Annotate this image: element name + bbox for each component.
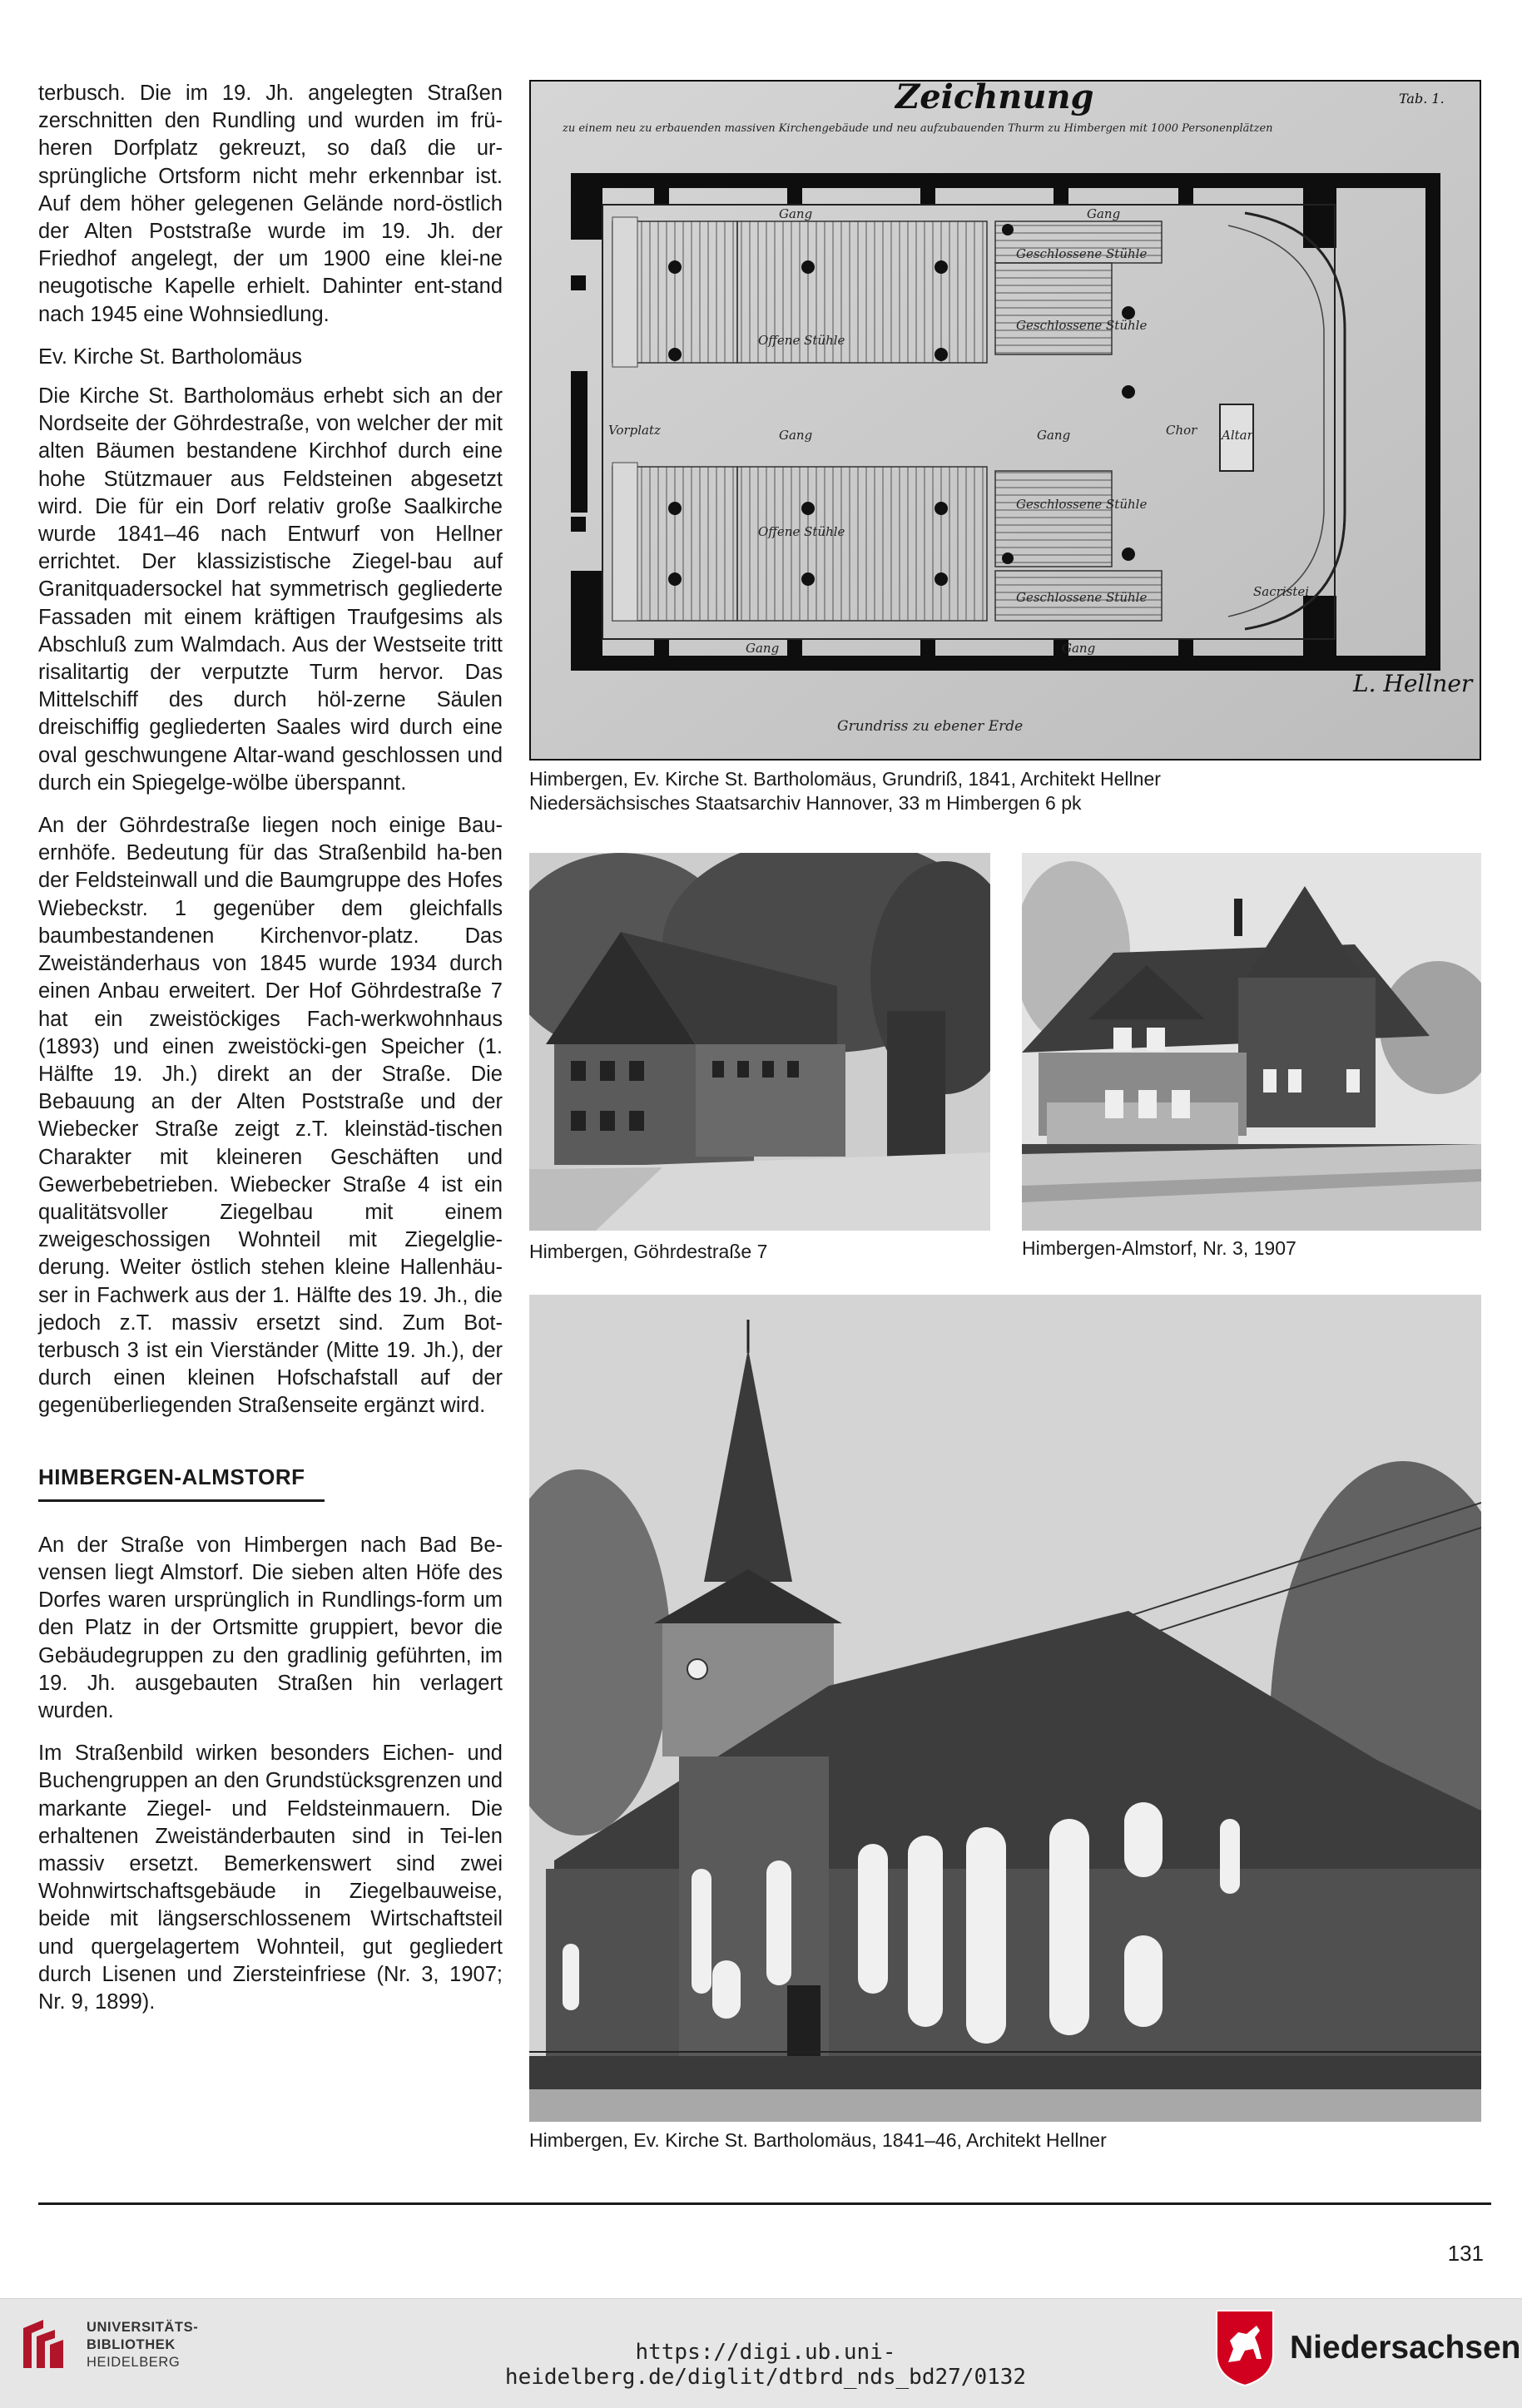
architect-signature: L. Hellner	[1353, 670, 1473, 697]
divider	[38, 2202, 1491, 2205]
floorplan-figure	[529, 80, 1481, 761]
paragraph: An der Göhrdestraße liegen noch einige Bau-ernhöfe. Bedeutung für das Straßenbild ha-ben der Feldsteinwall und die Baumgruppe des Hofes Wiebeckstr. 1 gegenüber dem gleichfalls baumbestandenen Kirchenvor-platz. Das Zweiständerhaus von 1845 wurde 1934 durch einen Anbau erweitert. Der Hof Göhrdestraße 7 hat ein zweistöckiges Fach-werkwohnhaus (1893) und einen zweistöcki-gen Speicher (1. Hälfte 19. Jh.) direkt an der Straße. Die Bebauung an der Alten Poststraße und der Wiebecker Straße zeigt z.T. kleinstäd-tischen Charakter mit kleineren Geschäften und Gewerbebetrieben. Wiebecker Straße 4 ist ein qualitätsvoller Ziegelbau mit einem zweigeschossigen Wohnteil mit Ziegelglie-derung. Weiter östlich stehen kleine Hallenhäu-ser in Fachwerk aus der 1. Hälfte des 19. Jh., die jedoch z.T. massiv ersetzt sind. Zum Bot-terbusch 3 ist ein Vierständer (Mitte 19. Jh.), der durch einen kleinen Hofschafstall auf der gegenüberliegenden Straßenseite ergänzt wird.	[38, 814, 503, 1418]
photo-almstorf	[1022, 853, 1481, 1231]
label-gang: Gang	[1037, 428, 1071, 443]
bottom-label: Grundriss zu ebener Erde	[837, 718, 1024, 735]
caption-line: Niedersächsisches Staatsarchiv Hannover, 33 m Himbergen 6 pk	[529, 792, 1082, 814]
label-chor: Chor	[1166, 423, 1197, 438]
almstorf-caption: Himbergen-Almstorf, Nr. 3, 1907	[1022, 1237, 1296, 1259]
university-library-logo-icon[interactable]	[18, 2316, 67, 2375]
drawing-subtitle: zu einem neu zu erbauenden massiven Kirchengebäude und neu aufzubauenden Thurm zu Himbergen mit 1000 Personenplätzen	[563, 122, 1273, 135]
paragraph: Die Kirche St. Bartholomäus erhebt sich an der Nordseite der Göhrdestraße, von welcher der mit alten Bäumen bestandene Kirchhof durch eine hohe Stützmauer aus Feldsteinen abgesetzt wird. Die für ein Dorf relativ große Saalkirche wurde 1841–46 nach Entwurf von Hellner errichtet. Der klassizistische Ziegel-bau auf Granitquadersockel hat symmetrisch gegliederte Fassaden mit einem kräftigen Traufgesims als Abschluß zum Walmdach. Aus der Westseite tritt risalitartig der verputzte Turm hervor. Das Mittelschiff des durch höl-zerne Säulen dreischiffig gegliederten Saales wird durch eine oval geschwungene Altar-wand geschlossen und durch ein Spiegelge-wölbe überspannt.	[38, 384, 503, 795]
paragraph: An der Straße von Himbergen nach Bad Be-vensen liegt Almstorf. Die sieben alten Höfe des Dorfes waren ursprünglich in Rundlings-form um den Platz in der Ortsmitte gruppiert, bevor die Gebäudegruppen zu den gradlinig geführten, im 19. Jh. ausgebauten Straßen hin verlagert wurden.	[38, 1533, 503, 1722]
label-geschlossene-stuehle: Geschlossene Stühle	[1016, 318, 1148, 333]
niedersachsen-horse-crest-icon[interactable]	[1213, 2307, 1277, 2387]
label-geschlossene-stuehle: Geschlossene Stühle	[1016, 590, 1148, 605]
label-gang: Gang	[1062, 641, 1096, 656]
label-offene-stuehle: Offene Stühle	[758, 524, 845, 539]
subheading: Ev. Kirche St. Bartholomäus	[38, 344, 302, 369]
label-vorplatz: Vorplatz	[608, 423, 661, 438]
church-caption: Himbergen, Ev. Kirche St. Bartholomäus, 1841–46, Architekt Hellner	[529, 2129, 1107, 2151]
label-offene-stuehle: Offene Stühle	[758, 333, 845, 348]
photo-goehrdestrasse	[529, 853, 990, 1231]
label-sacristei: Sacristei	[1253, 584, 1309, 599]
library-line: HEIDELBERG	[87, 2355, 181, 2370]
label-gang: Gang	[746, 641, 780, 656]
floorplan-caption	[529, 767, 1481, 815]
paragraph: Im Straßenbild wirken besonders Eichen- und Buchengruppen an den Grundstücksgrenzen und markante Ziegel- und Feldsteinmauern. Die erhaltenen Zweiständerbauten sind in Tei-len massiv ersetzt. Bemerkenswert sind zwei Wohnwirtschaftsgebäude in Ziegelbauweise, beide mit längserschlossenem Wirtschaftsteil und quergelagertem Wohnteil, gut gegliedert durch Lisenen und Ziersteinfriese (Nr. 3, 1907; Nr. 9, 1899).	[38, 1742, 503, 2014]
label-gang: Gang	[779, 428, 813, 443]
drawing-title: Zeichnung	[895, 80, 1094, 116]
library-line: UNIVERSITÄTS-	[87, 2320, 199, 2335]
label-geschlossene-stuehle: Geschlossene Stühle	[1016, 497, 1148, 512]
goehrdestrasse-caption: Himbergen, Göhrdestraße 7	[529, 1241, 768, 1262]
label-gang: Gang	[1087, 206, 1121, 221]
paragraph: terbusch. Die im 19. Jh. angelegten Straßen zerschnitten den Rundling und wurden im frü-heren Dorfplatz gekreuzt, so daß die ur-sprüngliche Ortsform nicht mehr erkennbar ist. Auf dem höher gelegenen Gelände nord-östlich der Alten Poststraße wurde im 19. Jh. der Friedhof angelegt, der um 1900 eine klei-ne neugotische Kapelle erhielt. Dahinter ent-stand nach 1945 eine Wohnsiedlung.	[38, 82, 503, 326]
caption-line: Himbergen, Ev. Kirche St. Bartholomäus, Grundriß, 1841, Architekt Hellner	[529, 768, 1161, 790]
floorplan-drawing	[529, 80, 1481, 761]
document-url-link[interactable]: https://digi.ub.uni-heidelberg.de/diglit/dtbrd_nds_bd27/0132	[504, 2340, 1027, 2390]
library-line: BIBLIOTHEK	[87, 2337, 176, 2352]
label-gang: Gang	[779, 206, 813, 221]
photo-goehrdestrasse-image	[529, 853, 990, 1231]
label-geschlossene-stuehle: Geschlossene Stühle	[1016, 246, 1148, 261]
text-column	[38, 80, 503, 2031]
photo-almstorf-image	[1022, 853, 1481, 1231]
photo-church	[529, 1295, 1481, 2122]
university-library-name[interactable]	[87, 2319, 198, 2371]
page-number: 131	[1447, 2241, 1484, 2266]
sheet-label: Tab. 1.	[1399, 91, 1445, 107]
state-name[interactable]: Niedersachsen	[1290, 2330, 1521, 2366]
label-altar: Altar	[1222, 428, 1253, 443]
section-title: HIMBERGEN-ALMSTORF	[38, 1464, 325, 1502]
photo-church-image	[529, 1295, 1481, 2122]
